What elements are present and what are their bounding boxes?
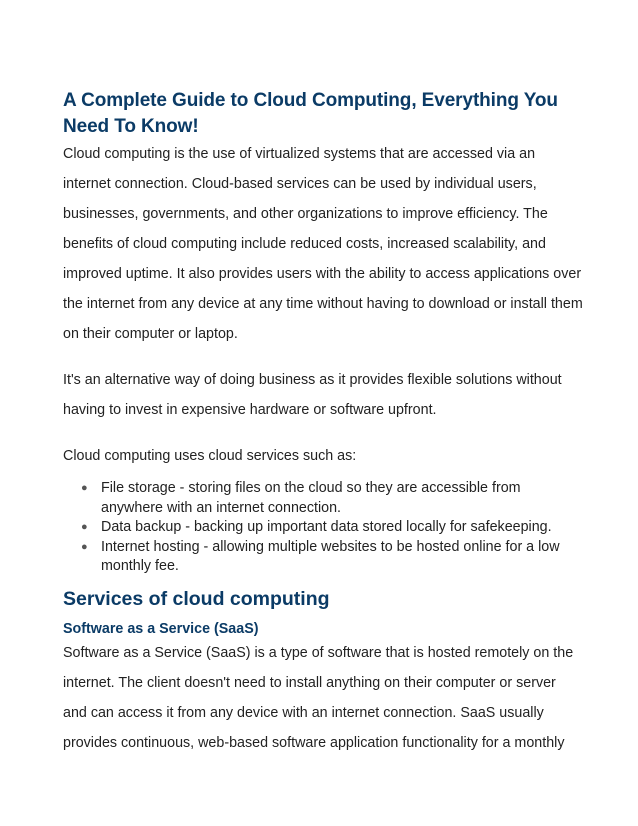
article-title: A Complete Guide to Cloud Computing, Everything You Need To Know! xyxy=(63,90,558,137)
list-item-text: File storage - storing files on the cloud so they are accessible from anywhere with an internet connection. xyxy=(101,480,521,516)
intro-paragraph: Cloud computing is the use of virtualized systems that are accessed via an internet connection. Cloud-based services can be used by individual users, businesses, governments, and other organizations to improve efficiency. The benefits of cloud computing include reduced costs, increased scalability, and improved uptime. It also provides users with the ability to access applications over the internet from any device at any time without having to download or install them on their computer or laptop. xyxy=(63,146,583,342)
bullet-icon: ● xyxy=(81,540,88,553)
saas-paragraph: Software as a Service (SaaS) is a type of software that is hosted remotely on the internet. The client doesn't need to install anything on their computer or server and can access it from any device with an internet connection. SaaS usually provides continuous, web-based software application functionality for a monthly xyxy=(63,644,574,751)
services-intro-paragraph: Cloud computing uses cloud services such as: xyxy=(63,448,357,464)
bullet-icon: ● xyxy=(81,521,88,533)
subsection-heading: Software as a Service (SaaS) xyxy=(63,620,259,637)
list-item xyxy=(81,518,583,538)
list-item-text: Data backup - backing up important data stored locally for safekeeping. xyxy=(101,519,552,535)
services-list xyxy=(63,479,583,577)
list-item xyxy=(81,538,583,577)
document-page xyxy=(63,88,583,758)
list-item-text: Internet hosting - allowing multiple websites to be hosted online for a low monthly fee. xyxy=(101,538,560,574)
bullet-icon: ● xyxy=(81,482,88,494)
section-heading: Services of cloud computing xyxy=(63,587,330,610)
list-item xyxy=(81,479,583,518)
alternative-paragraph: It's an alternative way of doing business as it provides flexible solutions without having to invest in expensive hardware or software upfront. xyxy=(63,372,562,418)
